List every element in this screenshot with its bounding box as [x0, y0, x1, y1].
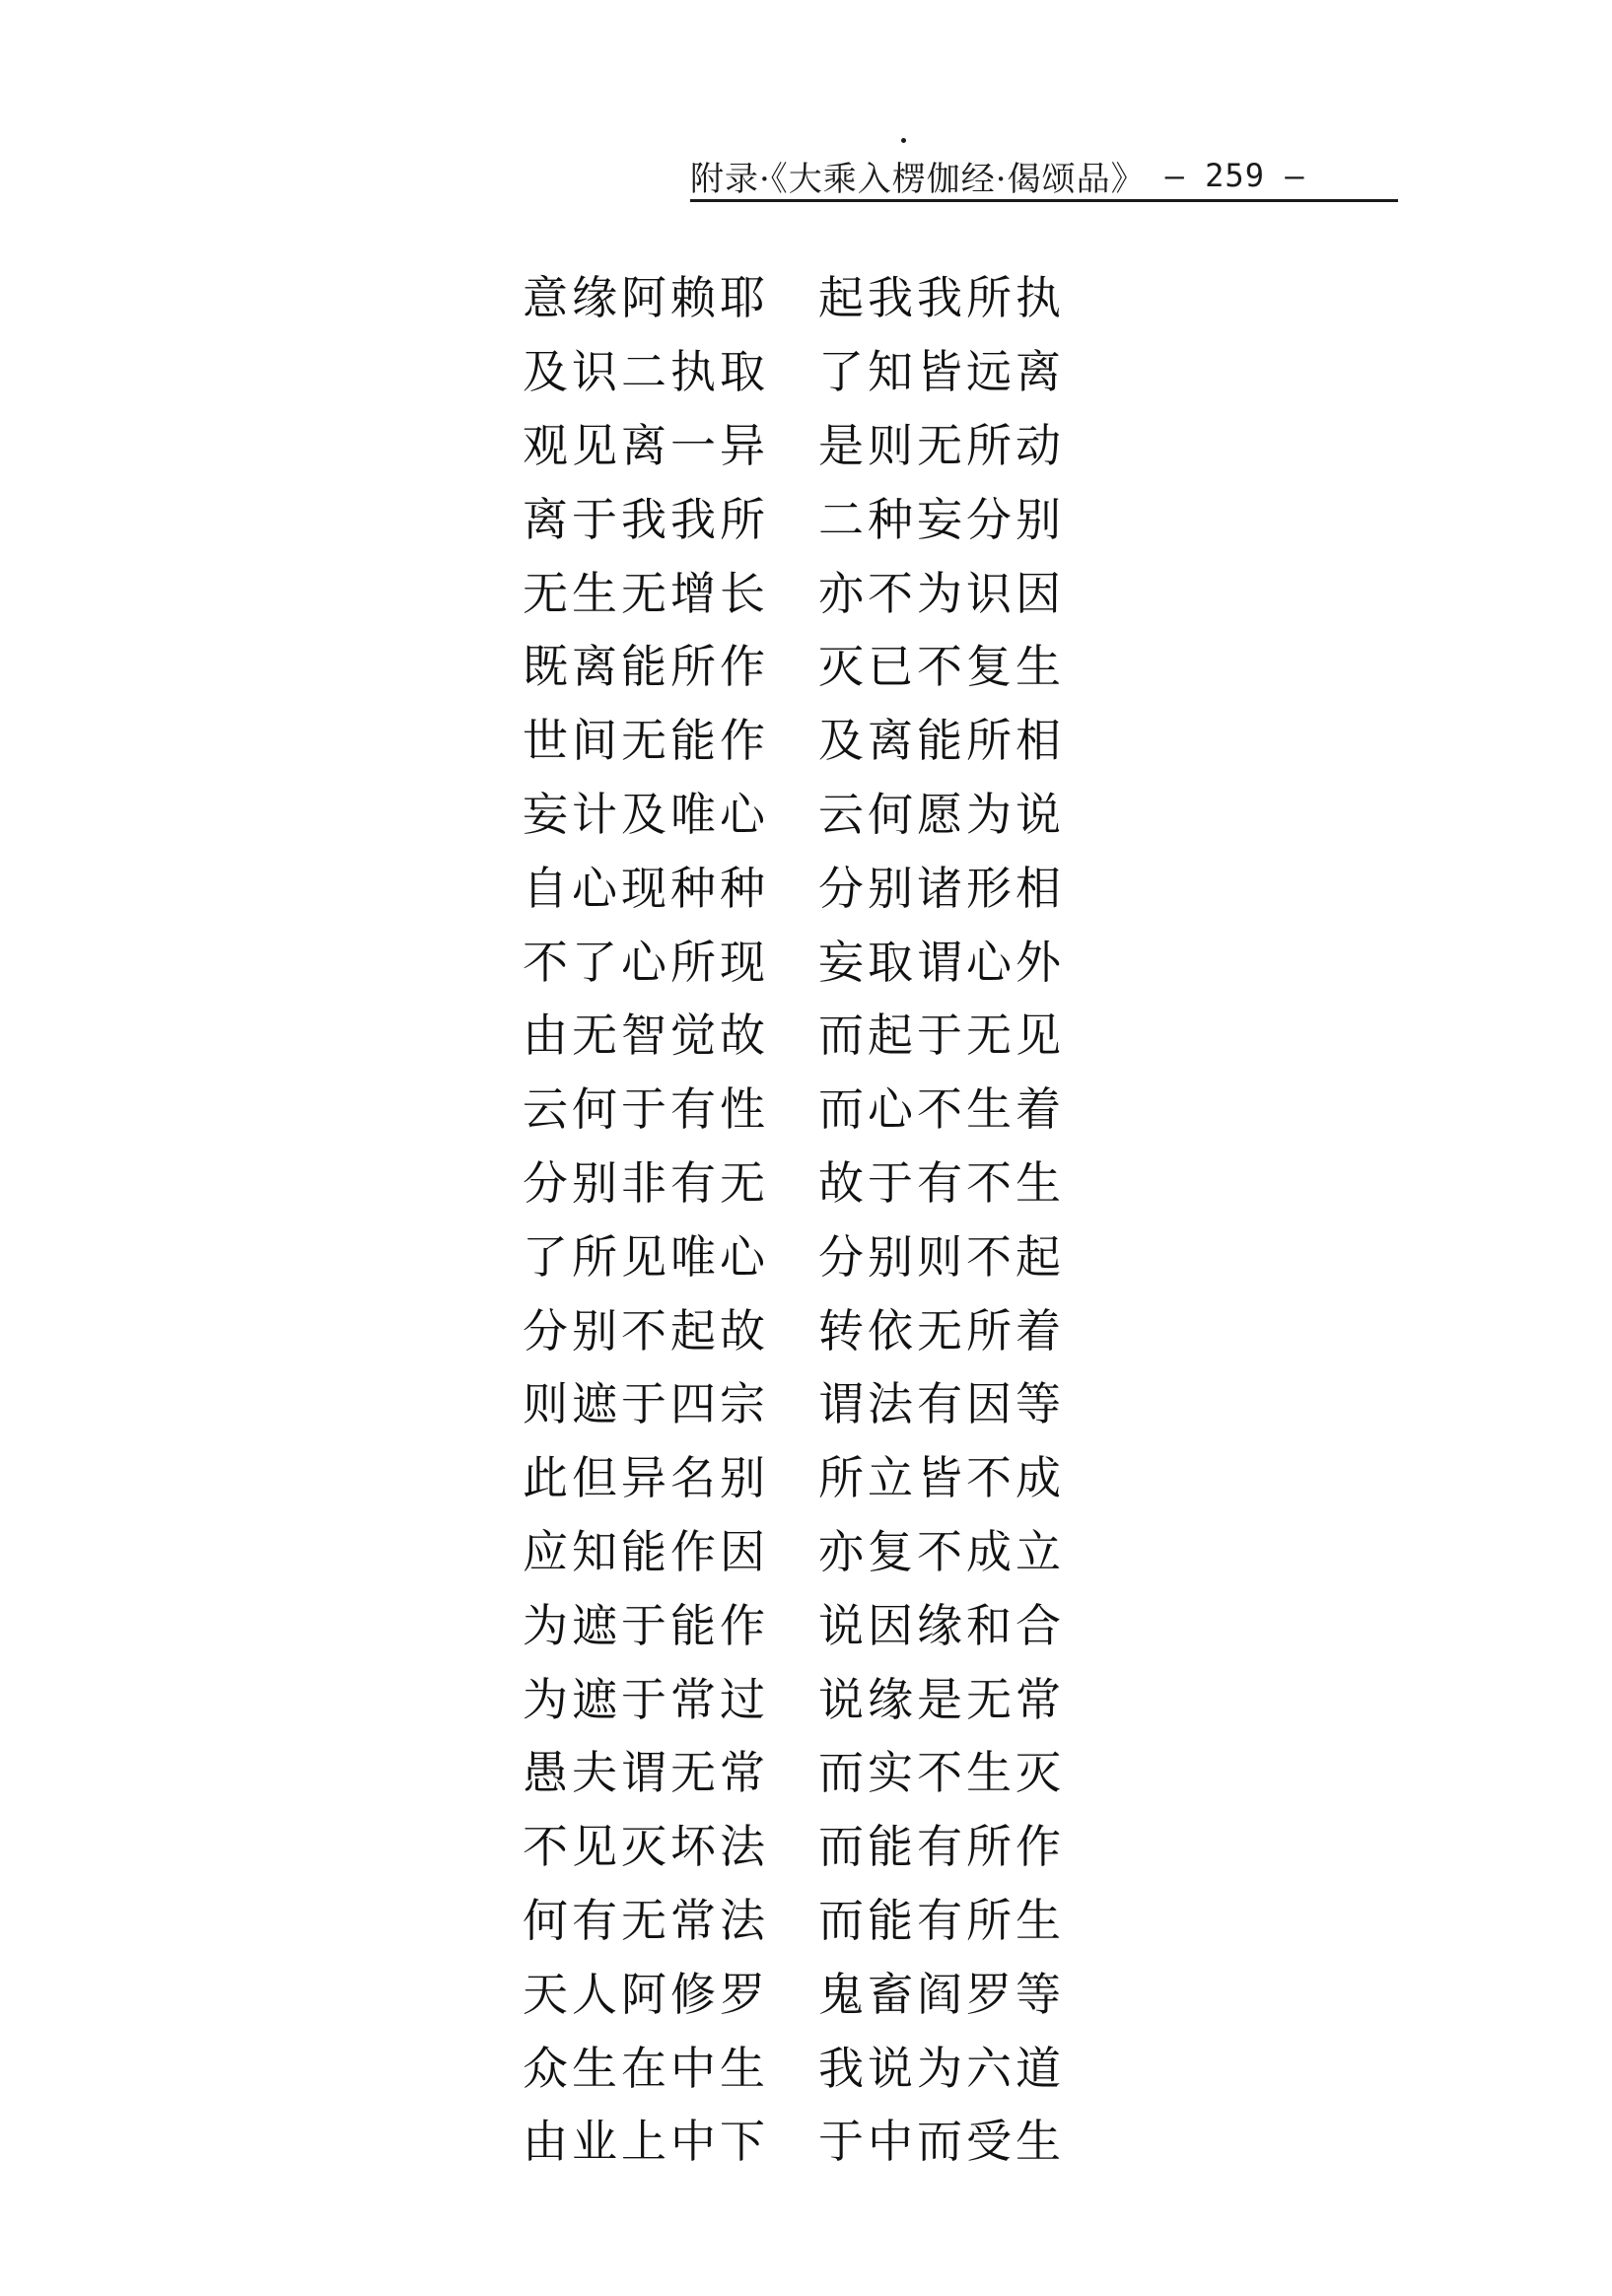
verse-right-half: 分别诸形相 — [818, 861, 1065, 915]
verse-left-half: 为遮于能作 — [523, 1598, 769, 1652]
verse-list — [523, 258, 1114, 2176]
verse-right-half: 所立皆不成 — [818, 1451, 1065, 1505]
verse-left-half: 则遮于四宗 — [523, 1377, 769, 1431]
verse-line — [523, 848, 1114, 922]
verse-line — [523, 1070, 1114, 1144]
verse-line — [523, 1217, 1114, 1290]
verse-right-half: 说缘是无常 — [818, 1672, 1065, 1726]
verse-right-half: 及离能所相 — [818, 714, 1065, 768]
verse-line — [523, 1659, 1114, 1733]
verse-left-half: 何有无常法 — [523, 1893, 769, 1947]
verse-line — [523, 996, 1114, 1070]
verse-right-half: 谓法有因等 — [818, 1377, 1065, 1431]
verse-left-half: 妄计及唯心 — [523, 787, 769, 841]
verse-right-half: 起我我所执 — [818, 271, 1065, 325]
verse-left-half: 不见灭坏法 — [523, 1820, 769, 1874]
verse-line — [523, 1364, 1114, 1438]
verse-line — [523, 1954, 1114, 2028]
verse-line — [523, 258, 1114, 332]
verse-right-half: 而实不生灭 — [818, 1746, 1065, 1800]
verse-line — [523, 1881, 1114, 1955]
verse-right-half: 是则无所动 — [818, 418, 1065, 472]
verse-line — [523, 2028, 1114, 2102]
verse-right-half: 亦不为识因 — [818, 566, 1065, 620]
verse-line — [523, 1438, 1114, 1512]
verse-left-half: 离于我我所 — [523, 492, 769, 546]
verse-left-half: 了所见唯心 — [523, 1229, 769, 1284]
verse-left-half: 不了心所现 — [523, 935, 769, 989]
verse-left-half: 应知能作因 — [523, 1524, 769, 1578]
verse-left-half: 世间无能作 — [523, 714, 769, 768]
verse-left-half: 意缘阿赖耶 — [523, 271, 769, 325]
verse-line — [523, 2102, 1114, 2176]
verse-right-half: 转依无所着 — [818, 1303, 1065, 1357]
verse-left-half: 自心现种种 — [523, 861, 769, 915]
verse-left-half: 为遮于常过 — [523, 1672, 769, 1726]
verse-line — [523, 479, 1114, 553]
verse-right-half: 鬼畜阎罗等 — [818, 1967, 1065, 2021]
verse-line — [523, 1290, 1114, 1364]
verse-right-half: 而心不生着 — [818, 1082, 1065, 1137]
verse-line — [523, 332, 1114, 406]
verse-line — [523, 1807, 1114, 1881]
verse-line — [523, 775, 1114, 849]
verse-left-half: 无生无增长 — [523, 566, 769, 620]
verse-right-half: 而起于无见 — [818, 1009, 1065, 1063]
verse-line — [523, 1585, 1114, 1659]
verse-line — [523, 1144, 1114, 1218]
verse-left-half: 分别不起故 — [523, 1303, 769, 1357]
verse-line — [523, 701, 1114, 775]
verse-left-half: 观见离一异 — [523, 418, 769, 472]
verse-right-half: 云何愿为说 — [818, 787, 1065, 841]
verse-left-half: 由业上中下 — [523, 2115, 769, 2169]
verse-left-half: 此但异名别 — [523, 1451, 769, 1505]
verse-right-half: 了知皆远离 — [818, 345, 1065, 399]
verse-right-half: 二种妄分别 — [818, 492, 1065, 546]
header-rule — [690, 199, 1398, 202]
verse-line — [523, 627, 1114, 701]
verse-right-half: 灭已不复生 — [818, 640, 1065, 694]
verse-right-half: 于中而受生 — [818, 2115, 1065, 2169]
verse-line — [523, 553, 1114, 627]
verse-line — [523, 1733, 1114, 1807]
verse-left-half: 众生在中生 — [523, 2041, 769, 2095]
verse-right-half: 而能有所作 — [818, 1820, 1065, 1874]
verse-right-half: 故于有不生 — [818, 1155, 1065, 1210]
verse-left-half: 分别非有无 — [523, 1155, 769, 1210]
verse-left-half: 及识二执取 — [523, 345, 769, 399]
running-header — [690, 148, 1398, 203]
verse-left-half: 愚夫谓无常 — [523, 1746, 769, 1800]
verse-right-half: 分别则不起 — [818, 1229, 1065, 1284]
verse-right-half: 说因缘和合 — [818, 1598, 1065, 1652]
verse-right-half: 妄取谓心外 — [818, 935, 1065, 989]
header-dot — [901, 138, 906, 143]
page-number: — 259 — — [1164, 157, 1305, 194]
verse-left-half: 既离能所作 — [523, 640, 769, 694]
verse-line — [523, 406, 1114, 480]
verse-left-half: 天人阿修罗 — [523, 1967, 769, 2021]
verse-right-half: 亦复不成立 — [818, 1524, 1065, 1578]
header-title: 附录·《大乘入楞伽经·偈颂品》 — [690, 159, 1146, 199]
verse-right-half: 我说为六道 — [818, 2041, 1065, 2095]
verse-left-half: 云何于有性 — [523, 1082, 769, 1137]
verse-right-half: 而能有所生 — [818, 1893, 1065, 1947]
verse-line — [523, 1512, 1114, 1586]
verse-left-half: 由无智觉故 — [523, 1009, 769, 1063]
verse-line — [523, 922, 1114, 996]
